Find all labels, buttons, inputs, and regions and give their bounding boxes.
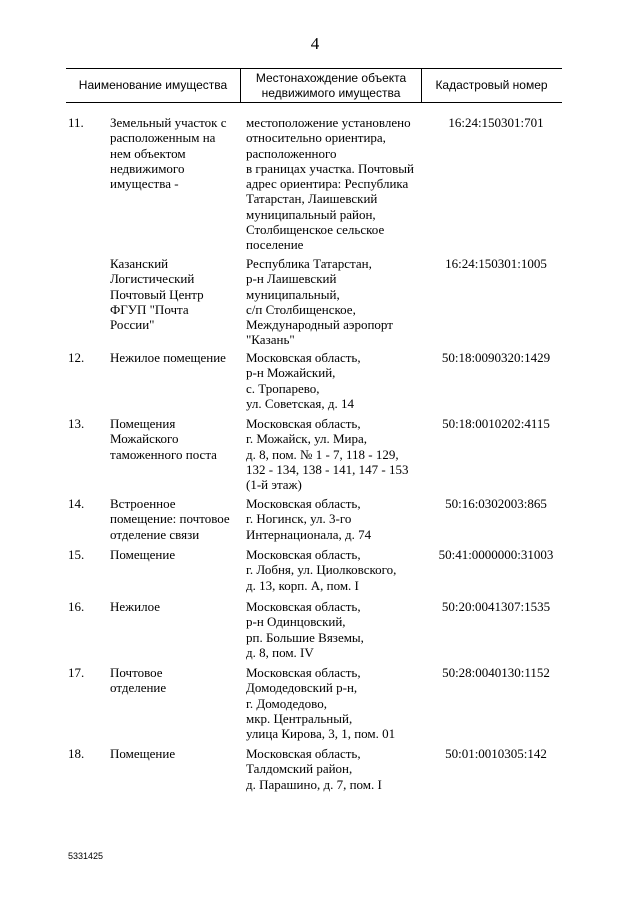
property-location: Московская область, г. Можайск, ул. Мира, д. 8, пом. № 1 - 7, 118 - 129, 132 - 134, 138 - 141, 147 - 153 (1-й этаж): [246, 416, 409, 493]
property-name: Помещение: [110, 547, 176, 562]
property-location: Московская область, Домодедовский р-н, г. Домодедово, мкр. Центральный, улица Кирова, 3, 1, пом. 01: [246, 665, 396, 742]
property-name: Помещения Можайского таможенного поста: [110, 416, 217, 462]
cadastral-number: 50:01:0010305:142: [445, 746, 547, 761]
property-name: Нежилое: [110, 599, 161, 614]
property-location: Республика Татарстан, р-н Лаишевский муниципальный, с/п Столбищенское, Международный аэропорт "Казань": [246, 256, 393, 348]
property-location: местоположение установлено относительно ориентира, расположенного в границах участка. Почтовый адрес ориентира: Республика Татарстан, Лаишевский муниципальный район, Столбищенское сельское поселение: [246, 115, 414, 253]
property-name: Нежилое помещение: [110, 350, 226, 365]
cadastral-number: 16:24:150301:701: [448, 115, 544, 130]
row-number: 15.: [68, 547, 85, 562]
property-name: Почтовое отделение: [110, 665, 167, 696]
document-id: 5331425: [68, 851, 104, 861]
cadastral-number: 50:18:0010202:4115: [442, 416, 550, 431]
header-name-label: Наименование имущества: [78, 78, 228, 92]
property-location: Московская область, г. Лобня, ул. Циолковского, д. 13, корп. А, пом. I: [246, 547, 397, 593]
header-location-label-line1: Местонахождение объекта: [255, 70, 407, 85]
row-number: 13.: [68, 416, 85, 431]
row-number: 18.: [68, 746, 85, 761]
property-location: Московская область, р-н Одинцовский, рп. Большие Вяземы, д. 8, пом. IV: [246, 599, 364, 660]
row-number: 16.: [68, 599, 85, 614]
row-number: 17.: [68, 665, 85, 680]
cadastral-number: 50:16:0302003:865: [445, 496, 547, 511]
header-location-label-line2: недвижимого имущества: [261, 85, 401, 100]
row-number: 14.: [68, 496, 85, 511]
row-number: 11.: [68, 115, 84, 130]
header-cadastral-cell: [421, 69, 562, 102]
header-location-cell: [240, 69, 422, 102]
cadastral-number: 50:18:0090320:1429: [441, 350, 551, 365]
header-name-cell: [66, 69, 240, 102]
property-name: Помещение: [110, 746, 176, 761]
header-cadastral-label: Кадастровый номер: [435, 78, 548, 92]
table-header: [66, 68, 562, 103]
property-location: Московская область, Талдомский район, д. Парашино, д. 7, пом. I: [246, 746, 382, 792]
property-name: Казанский Логистический Почтовый Центр ФГУП "Почта России": [110, 256, 204, 333]
cadastral-number: 50:28:0040130:1152: [442, 665, 550, 680]
property-location: Московская область, г. Ногинск, ул. 3-го Интернационала, д. 74: [246, 496, 372, 542]
cadastral-number: 16:24:150301:1005: [445, 256, 547, 271]
cadastral-number: 50:20:0041307:1535: [441, 599, 551, 614]
row-number: 12.: [68, 350, 85, 365]
property-name: Встроенное помещение: почтовое отделение связи: [110, 496, 230, 542]
property-location: Московская область, р-н Можайский, с. Тропарево, ул. Советская, д. 14: [246, 350, 361, 411]
page-number: 4: [310, 34, 320, 53]
cadastral-number: 50:41:0000000:31003: [438, 547, 554, 562]
property-name: Земельный участок с расположенным на нем объектом недвижимого имущества -: [110, 115, 227, 192]
